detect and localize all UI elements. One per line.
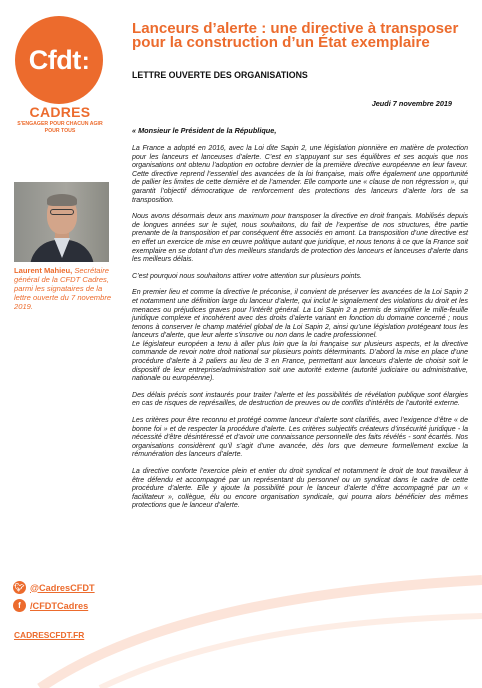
logo-colon: : xyxy=(81,47,90,75)
cfdt-logo[interactable] xyxy=(15,16,103,104)
paragraph: En premier lieu et comme la directive le préconise, il convient de préserver les avancées de la Loi Sapin 2 et notamment une définition large du lanceur d’alerte, qui inclut le signalement des violations du droit et les menaces ou préjudices graves pour l’intérêt général. La Loi Sapin 2 a permis de simplifier le mille-feuille juridique complexe et incohérent avec des droits d’alerte variant en fonction du domaine concerné ; nous tenons à conserver le champ matériel global de la Loi Sapin 2, ainsi qu’une législation protégeant tous les lanceurs d’alerte, que leur alerte s’inscrive ou non dans le cadre professionnel. xyxy=(132,289,468,340)
letter-subtitle: LETTRE OUVERTE DES ORGANISATIONS xyxy=(132,70,308,80)
letter-salutation: « Monsieur le Président de la République, xyxy=(132,126,277,135)
paragraph: La France a adopté en 2016, avec la Loi dite Sapin 2, une législation pionnière en matière de protection pour les lanceurs et lanceuses d’alerte. C’est en s’appuyant sur ses équilibres et ses acquis que nos organisations ont obtenu l’adoption en octobre dernier de la première directive européenne en leur faveur. Cette directive reprend l’essentiel des avancées de la loi française, mais offre également une opportunité de pallier les limites de cette dernière et de l’amender. Elle comporte une « clause de non régression », qui garantit l’objectif démocratique de renforcement des protections des lanceurs d’alerte lors de sa transposition. xyxy=(132,145,468,204)
caption-name: Laurent Mahieu, xyxy=(14,266,73,275)
logo-wordmark xyxy=(29,45,89,76)
facebook-row[interactable] xyxy=(13,599,88,612)
logo-text: Cfdt xyxy=(28,44,81,75)
twitter-link[interactable]: @CadresCFDT xyxy=(30,582,95,593)
twitter-row[interactable] xyxy=(13,581,95,594)
photo-caption xyxy=(14,267,114,312)
cadres-label: CADRES xyxy=(29,104,91,120)
portrait-glasses xyxy=(50,209,74,215)
paragraph: Le législateur européen a tenu à aller plus loin que la loi française sur plusieurs aspects, et la directive commande de revoir notre droit national sur plusieurs points déterminants. D’abord la mise en place d’une procédure d’alerte à 2 paliers au lieu de 3 en France, permettant aux lanceurs d’alerte de choisir soit le dispositif de leur entreprise/administration soit une autorité externe (autorité judiciaire ou administrative, nationale ou européenne). xyxy=(132,340,468,383)
caption-text: Secrétaire général de la CFDT Cadres, parmi les signataires de la lettre ouverte du 7 novembre 2019. xyxy=(14,266,112,311)
letter-title: Lanceurs d’alerte : une directive à transposer pour la construction d’un État exemplaire xyxy=(132,20,459,51)
facebook-icon: f xyxy=(13,599,26,612)
facebook-link[interactable]: /CFDTCadres xyxy=(30,600,89,611)
paragraph: Des délais précis sont instaurés pour traiter l’alerte et les possibilités de révélation publique sont élargies en cas de risques de représailles, de destruction de preuves ou de conflits d’intérêts de l’autorité externe. xyxy=(132,391,468,408)
portrait-hair xyxy=(47,194,77,206)
paragraph: La directive conforte l’exercice plein et entier du droit syndical et notamment le droit de tout travailleur à être défendu et accompagné par un représentant du personnel ou un syndicat dans le cadre de cette procédure d’alerte. Elle y ajoute la possibilité pour le lanceur d’alerte d’être accompagné par un « facilitateur », collègue, élu ou encore organisation syndicale, qui pourra alors bénéficier des mêmes protections que le lanceur d’alerte. xyxy=(132,468,468,510)
paragraph: Nous avons désormais deux ans maximum pour transposer la directive en droit français. Mobilisés depuis de longues années sur le sujet, nous souhaitons, du fait de l’expertise de nos structures, être partie prenante de la transposition et par conséquent être associés en amont. La transposition d’une directive est en effet un exercice de mise en œuvre politique autant que juridique, et nous tenons à ce que la France soit exemplaire en se dotant d’un des meilleurs standards de protection des lanceurs et lanceuses d’alerte dans les meilleurs délais. xyxy=(132,213,468,264)
twitter-icon: 🐦︎ xyxy=(14,583,25,592)
sidebar xyxy=(0,0,120,688)
letter-date: Jeudi 7 novembre 2019 xyxy=(371,99,452,108)
paragraph: Les critères pour être reconnu et protégé comme lanceur d’alerte sont clarifiés, avec l’exigence d’être « de bonne foi » et de respecter la procédure d’alerte. Les critères subjectifs créateurs d’insécurité juridique - la nécessité d’être désintéressé et d’avoir une connaissance personnelle des faits révélés - sont écartés. Nos organisations considèrent qu’il s’agit d’une avancée, dès lors que demeure formellement exclue la rémunération des lanceurs d’alerte. xyxy=(132,417,468,459)
website-link[interactable]: CADRESCFDT.FR xyxy=(14,630,85,640)
tagline: S'ENGAGER POUR CHACUN AGIR POUR TOUS xyxy=(17,121,103,134)
portrait-photo xyxy=(14,182,109,262)
letter-body xyxy=(132,145,468,519)
paragraph: C’est pourquoi nous souhaitons attirer votre attention sur plusieurs points. xyxy=(132,272,362,280)
